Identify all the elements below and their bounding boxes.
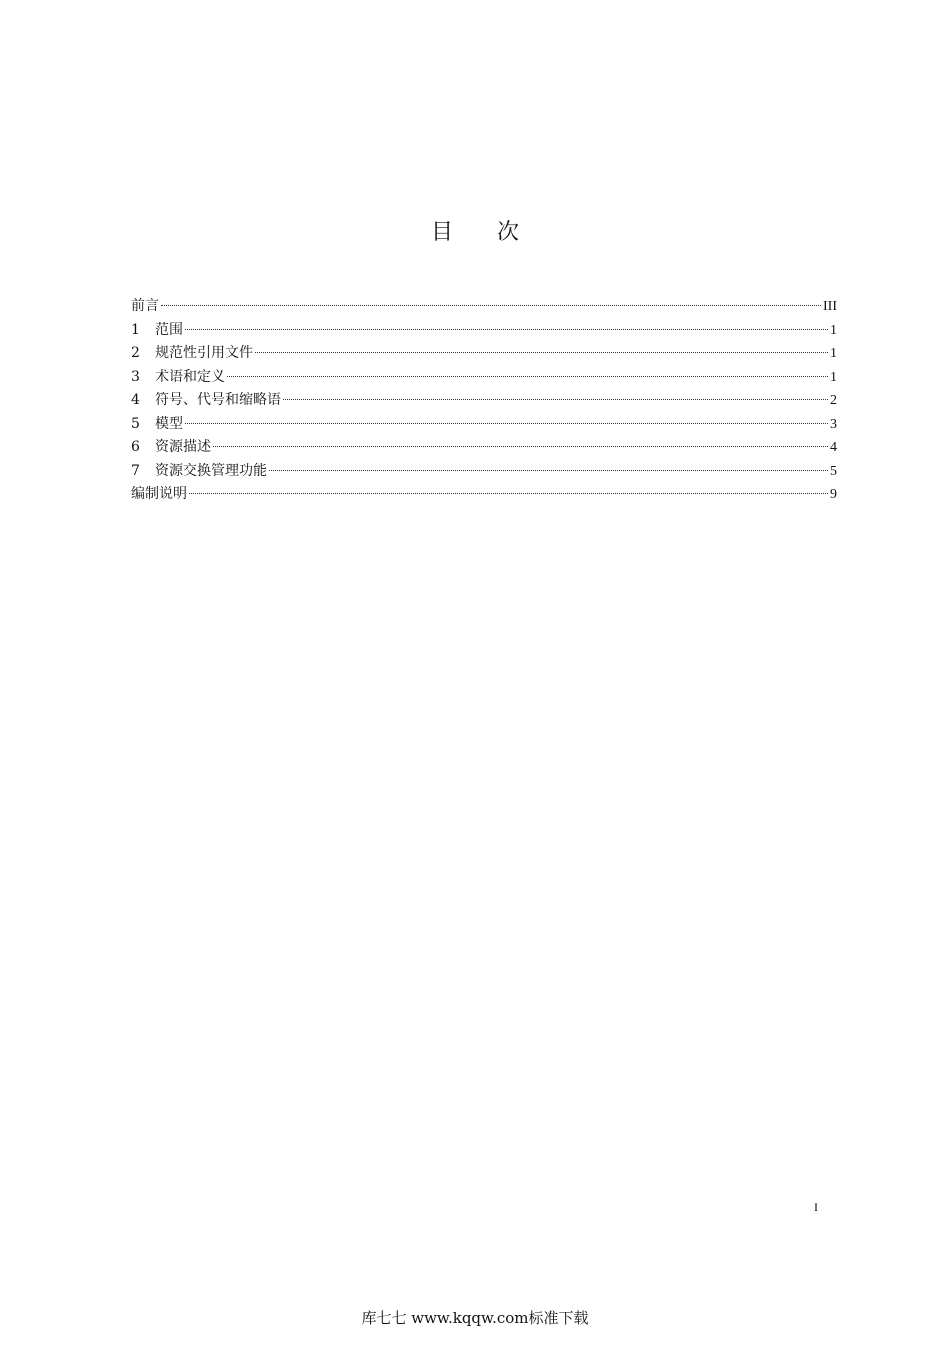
toc-entry-page: 4 bbox=[830, 440, 837, 455]
toc-entry-compilation-notes[interactable] bbox=[131, 484, 837, 508]
toc-entry-label: 前言 bbox=[131, 298, 159, 314]
toc-dot-leader bbox=[283, 399, 828, 400]
toc-entry-label: 规范性引用文件 bbox=[155, 345, 253, 361]
toc-dot-leader bbox=[189, 493, 828, 494]
toc-entry-number: 5 bbox=[131, 415, 140, 432]
toc-entry-page: 5 bbox=[830, 463, 837, 479]
toc-entry-label: 符号、代号和缩略语 bbox=[155, 392, 281, 408]
toc-dot-leader bbox=[161, 305, 821, 306]
toc-entry-number: 2 bbox=[131, 345, 140, 361]
toc-entry-label: 资源描述 bbox=[155, 439, 211, 455]
toc-entry-foreword[interactable] bbox=[131, 296, 837, 320]
toc-entry-resource-description[interactable] bbox=[131, 437, 837, 461]
toc-entry-model[interactable] bbox=[131, 414, 837, 438]
toc-entry-number: 1 bbox=[131, 321, 140, 338]
toc-entry-normative-references[interactable] bbox=[131, 343, 837, 367]
toc-entry-label: 术语和定义 bbox=[155, 368, 225, 385]
toc-entry-number: 7 bbox=[131, 462, 140, 479]
toc-dot-leader bbox=[269, 470, 828, 471]
toc-entry-page: 3 bbox=[830, 416, 837, 432]
toc-entry-label: 模型 bbox=[155, 415, 183, 432]
toc-entry-number: 6 bbox=[131, 439, 140, 455]
toc-dot-leader bbox=[185, 423, 828, 424]
toc-entry-label: 资源交换管理功能 bbox=[155, 462, 267, 479]
toc-entry-page: 9 bbox=[830, 487, 837, 502]
toc-entry-scope[interactable] bbox=[131, 320, 837, 344]
toc-entry-terms-definitions[interactable] bbox=[131, 367, 837, 391]
toc-entry-symbols-abbreviations[interactable] bbox=[131, 390, 837, 414]
page-number: I bbox=[814, 1200, 818, 1214]
toc-entry-label: 编制说明 bbox=[131, 486, 187, 502]
toc-entry-page: 2 bbox=[830, 393, 837, 408]
toc-dot-leader bbox=[227, 376, 828, 377]
page-title: 目次 bbox=[430, 220, 563, 245]
toc-entry-resource-exchange-management[interactable] bbox=[131, 461, 837, 485]
toc-entry-number: 3 bbox=[131, 368, 140, 385]
table-of-contents bbox=[131, 296, 837, 508]
toc-entry-page: III bbox=[823, 299, 837, 314]
toc-dot-leader bbox=[185, 329, 828, 330]
toc-entry-number: 4 bbox=[131, 392, 140, 408]
toc-entry-page: 1 bbox=[830, 346, 837, 361]
footer-watermark: 库七七 www.kqqw.com标准下载 bbox=[361, 1309, 589, 1327]
toc-dot-leader bbox=[255, 352, 828, 353]
toc-entry-page: 1 bbox=[830, 369, 837, 385]
toc-dot-leader bbox=[213, 446, 828, 447]
toc-entry-label: 范围 bbox=[155, 321, 183, 338]
toc-entry-page: 1 bbox=[830, 322, 837, 338]
